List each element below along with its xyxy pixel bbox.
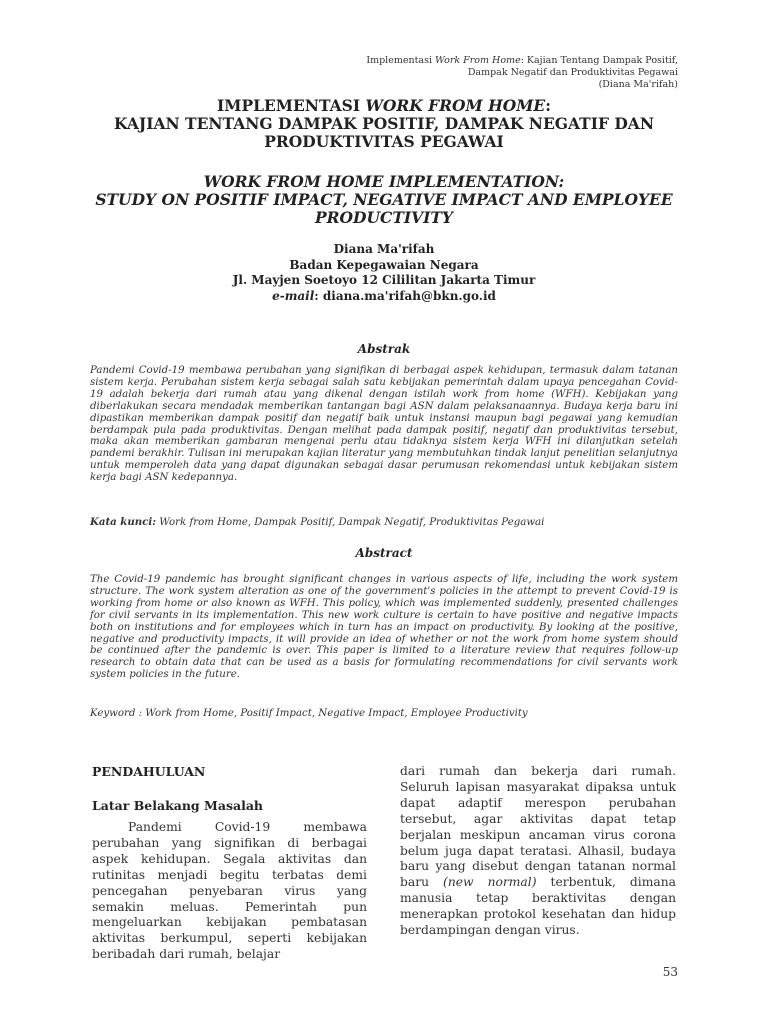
- abstract-keywords: Keyword : Work from Home, Positif Impact, Negative Impact, Employee Productivity: [90, 708, 528, 719]
- abstract-heading: Abstract: [355, 546, 413, 560]
- abstract-text: The Covid-19 pandemic has brought significant changes in various aspects of life, including the work system structure. The work system alteration as one of the government's policies in the attempt to prevent Covid-19 is working from home or also known as WFH. This policy, which was implemented suddenly, presented challenges for civil servants in its implementation. This new work culture is certain to have positive and negative impacts both on institutions and for employees which in turn has an impact on productivity. By looking at the positive, negative and productivity impacts, it will provide an idea of whether or not the work from home system should be continued after the pandemic is over. This paper is limited to a literature review that requires follow-up research to obtain data that can be used as a basis for formulating recommendations for civil servants work system policies in the future.: [90, 574, 678, 681]
- running-head-line-3: (Diana Ma'rifah): [598, 79, 678, 90]
- running-head-line-2: Dampak Negatif dan Produktivitas Pegawai: [467, 67, 678, 78]
- abstrak-keywords: [90, 516, 678, 529]
- author-block: [90, 242, 678, 304]
- email-address: : diana.ma'rifah@bkn.go.id: [314, 288, 496, 303]
- running-head-line-1: Implementasi Work From Home: Kajian Tentang Dampak Positif,: [366, 55, 678, 66]
- running-head: [318, 55, 678, 91]
- title-id-line-3: PRODUKTIVITAS PEGAWAI: [264, 132, 504, 151]
- author-address: Jl. Mayjen Soetoyo 12 Cililitan Jakarta Timur: [232, 273, 536, 287]
- abstrak-text: Pandemi Covid-19 membawa perubahan yang signifikan di berbagai aspek kehidupan, termasuk dalam tatanan sistem kerja. Perubahan sistem kerja sebagai salah satu kebijakan pemerintah dalam upaya pencegahan Covid-19 adalah bekerja dari rumah atau yang dikenal dengan istilah work from home (WFH). Kebijakan yang diberlakukan secara mendadak memberikan tantangan bagi ASN dalam pelaksanaannya. Budaya kerja baru ini dipastikan memberikan dampak positif dan negatif baik untuk instansi maupun bagi pegawai yang kemudian berdampak pula pada produktivitas. Dengan melihat pada dampak positif, negatif dan produktivitas tersebut, maka akan memberikan gambaran mengenai perlu atau tidaknya sistem kerja WFH ini dilanjutkan setelah pandemi berakhir. Tulisan ini merupakan kajian literatur yang membutuhkan tindak lanjut penelitian selanjutnya untuk memperoleh data yang dapat digunakan sebagai dasar perumusan rekomendasi untuk kebijakan sistem kerja bagi ASN kedepannya.: [90, 365, 678, 484]
- author-email: [90, 289, 678, 305]
- left-column: [92, 764, 367, 963]
- author-name: Diana Ma'rifah: [333, 242, 435, 256]
- title-indonesian: [90, 97, 678, 151]
- title-en-line-2: STUDY ON POSITIF IMPACT, NEGATIVE IMPACT AND EMPLOYEE: [95, 190, 673, 209]
- right-column: [400, 764, 676, 939]
- subsection-heading: Latar Belakang Masalah: [92, 798, 264, 813]
- keywords-label: Kata kunci:: [90, 516, 157, 528]
- author-institution: Badan Kepegawaian Negara: [289, 257, 479, 272]
- body-paragraph-left: Pandemi Covid-19 membawa perubahan yang signifikan di berbagai aspek kehidupan. Segala aktivitas dan rutinitas menjadi begitu terbatas demi pencegahan penyebaran virus yang semakin meluas. Pemerintah pun mengeluarkan kebijakan pembatasan aktivitas berkumpul, seperti kebijakan beribadah dari rumah, belajar: [92, 820, 367, 962]
- title-english: [90, 173, 678, 227]
- title-id-line-1: IMPLEMENTASI WORK FROM HOME:: [217, 96, 551, 115]
- section-heading: PENDAHULUAN: [92, 764, 206, 779]
- keywords-text: Work from Home, Dampak Positif, Dampak Negatif, Produktivitas Pegawai: [156, 517, 545, 528]
- title-en-line-1: WORK FROM HOME IMPLEMENTATION:: [203, 172, 565, 191]
- title-id-line-2: KAJIAN TENTANG DAMPAK POSITIF, DAMPAK NEGATIF DAN: [113, 114, 654, 133]
- email-label: e-mail: [272, 288, 315, 303]
- abstrak-heading: Abstrak: [357, 342, 411, 356]
- page-number: 53: [662, 965, 678, 979]
- title-en-line-3: PRODUCTIVITY: [315, 208, 453, 227]
- body-paragraph-right: dari rumah dan bekerja dari rumah. Seluruh lapisan masyarakat dipaksa untuk dapat adaptif merespon perubahan tersebut, agar aktivitas dapat tetap berjalan meskipun ancaman virus corona belum juga dapat teratasi. Alhasil, budaya baru yang disebut dengan tatanan normal baru (new normal) terbentuk, dimana manusia tetap beraktivitas dengan menerapkan protokol kesehatan dan hidup berdampingan dengan virus.: [400, 764, 676, 938]
